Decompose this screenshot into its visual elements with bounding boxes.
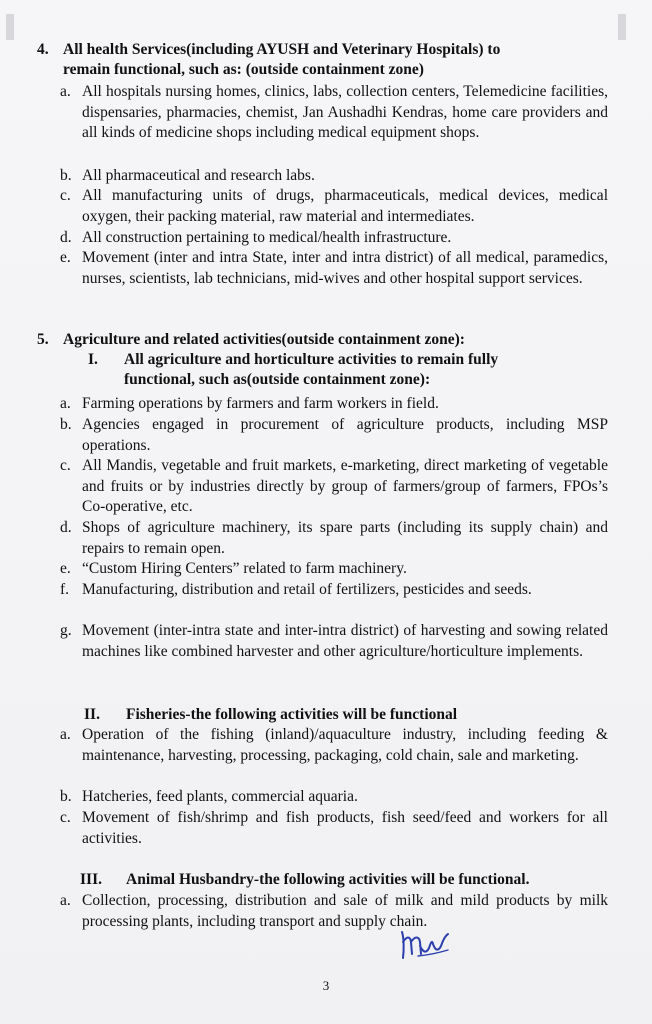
item-letter: d. xyxy=(60,519,72,536)
item-text: Movement (inter-intra state and inter-intra district) of harvesting and sowing related machines like combined harvester and other agriculture/horticulture implements. xyxy=(82,622,608,660)
list-item xyxy=(60,725,608,766)
item-letter: a. xyxy=(60,892,71,909)
subsection-1-title-line1: All agriculture and horticulture activities to remain fully xyxy=(124,351,499,368)
section-5-heading xyxy=(37,330,617,350)
list-item xyxy=(60,415,608,456)
binding-mark-right xyxy=(618,14,626,40)
item-letter: c. xyxy=(60,809,71,826)
list-item xyxy=(60,559,608,580)
section-4-heading xyxy=(37,40,617,80)
subsection-1-title-line2: functional, such as(outside containment zone): xyxy=(124,371,431,388)
subsection-3-heading xyxy=(80,870,614,890)
item-text: Collection, processing, distribution and sale of milk and mild products by milk processing plants, including transport and supply chain. xyxy=(82,892,608,930)
list-item xyxy=(60,228,608,249)
section-4-title-line2: remain functional, such as: (outside containment zone) xyxy=(63,61,424,78)
item-text: All pharmaceutical and research labs. xyxy=(82,167,315,184)
item-letter: c. xyxy=(60,457,71,474)
item-letter: f. xyxy=(60,581,70,598)
section-4-title-line1: All health Services(including AYUSH and Veterinary Hospitals) to xyxy=(63,41,501,58)
item-letter: a. xyxy=(60,83,71,100)
item-text: Manufacturing, distribution and retail of fertilizers, pesticides and seeds. xyxy=(82,581,532,598)
subsection-2-numeral: II. xyxy=(84,706,100,723)
item-letter: b. xyxy=(60,167,72,184)
item-text: All manufacturing units of drugs, pharmaceuticals, medical devices, medical oxygen, their packing material, raw material and intermediates. xyxy=(82,187,608,225)
section-4-number: 4. xyxy=(37,41,49,58)
item-text: Shops of agriculture machinery, its spare parts (including its supply chain) and repairs to remain open. xyxy=(82,519,608,557)
list-item xyxy=(60,166,608,187)
list-item xyxy=(60,394,608,415)
item-letter: d. xyxy=(60,229,72,246)
item-text: Operation of the fishing (inland)/aquaculture industry, including feeding & maintenance, harvesting, processing, packaging, cold chain, sale and marketing. xyxy=(82,726,608,764)
item-text: All hospitals nursing homes, clinics, labs, collection centers, Telemedicine facilities, dispensaries, pharmacies, chemist, Jan Aushadhi Kendras, home care providers and all kinds of medicine shops including medical equipment shops. xyxy=(82,83,608,142)
list-item xyxy=(60,82,608,144)
item-letter: e. xyxy=(60,560,71,577)
item-text: Movement of fish/shrimp and fish products, fish seed/feed and workers for all activities. xyxy=(82,809,608,847)
item-letter: a. xyxy=(60,726,71,743)
list-item xyxy=(60,248,608,289)
item-letter: a. xyxy=(60,395,71,412)
item-text: “Custom Hiring Centers” related to farm machinery. xyxy=(82,560,407,577)
list-item xyxy=(60,186,608,227)
item-letter: b. xyxy=(60,416,72,433)
page-number: 3 xyxy=(322,978,330,993)
section-5-title: Agriculture and related activities(outside containment zone): xyxy=(63,331,465,348)
subsection-3-numeral: III. xyxy=(80,871,102,888)
item-letter: e. xyxy=(60,249,71,266)
item-text: Farming operations by farmers and farm workers in field. xyxy=(82,395,439,412)
item-text: Agencies engaged in procurement of agriculture products, including MSP operations. xyxy=(82,416,608,454)
item-text: All Mandis, vegetable and fruit markets, e-marketing, direct marketing of vegetable and fruits or by industries directly by group of farmers/group of farmers, FPOs’s Co-operative, etc. xyxy=(82,457,608,516)
signature-stroke xyxy=(402,932,448,958)
section-5-number: 5. xyxy=(37,331,49,348)
item-letter: g. xyxy=(60,622,72,639)
subsection-2-title: Fisheries-the following activities will be functional xyxy=(126,706,458,723)
item-letter: c. xyxy=(60,187,71,204)
list-item xyxy=(60,518,608,559)
item-text: All construction pertaining to medical/health infrastructure. xyxy=(82,229,452,246)
subsection-1-heading xyxy=(88,350,606,390)
item-letter: b. xyxy=(60,788,72,805)
list-item xyxy=(60,808,608,849)
subsection-2-heading xyxy=(84,705,614,725)
list-item xyxy=(60,891,608,932)
item-text: Hatcheries, feed plants, commercial aquaria. xyxy=(82,788,358,805)
list-item xyxy=(60,621,608,662)
signature-initials xyxy=(398,928,452,962)
list-item xyxy=(60,580,608,601)
item-text: Movement (inter and intra State, inter and intra district) of all medical, paramedics, nurses, scientists, lab technicians, mid-wives and other hospital support services. xyxy=(82,249,608,287)
subsection-3-title: Animal Husbandry-the following activities will be functional. xyxy=(126,871,530,888)
list-item xyxy=(60,787,608,808)
binding-mark-left xyxy=(6,14,14,40)
subsection-1-numeral: I. xyxy=(88,351,98,368)
list-item xyxy=(60,456,608,518)
